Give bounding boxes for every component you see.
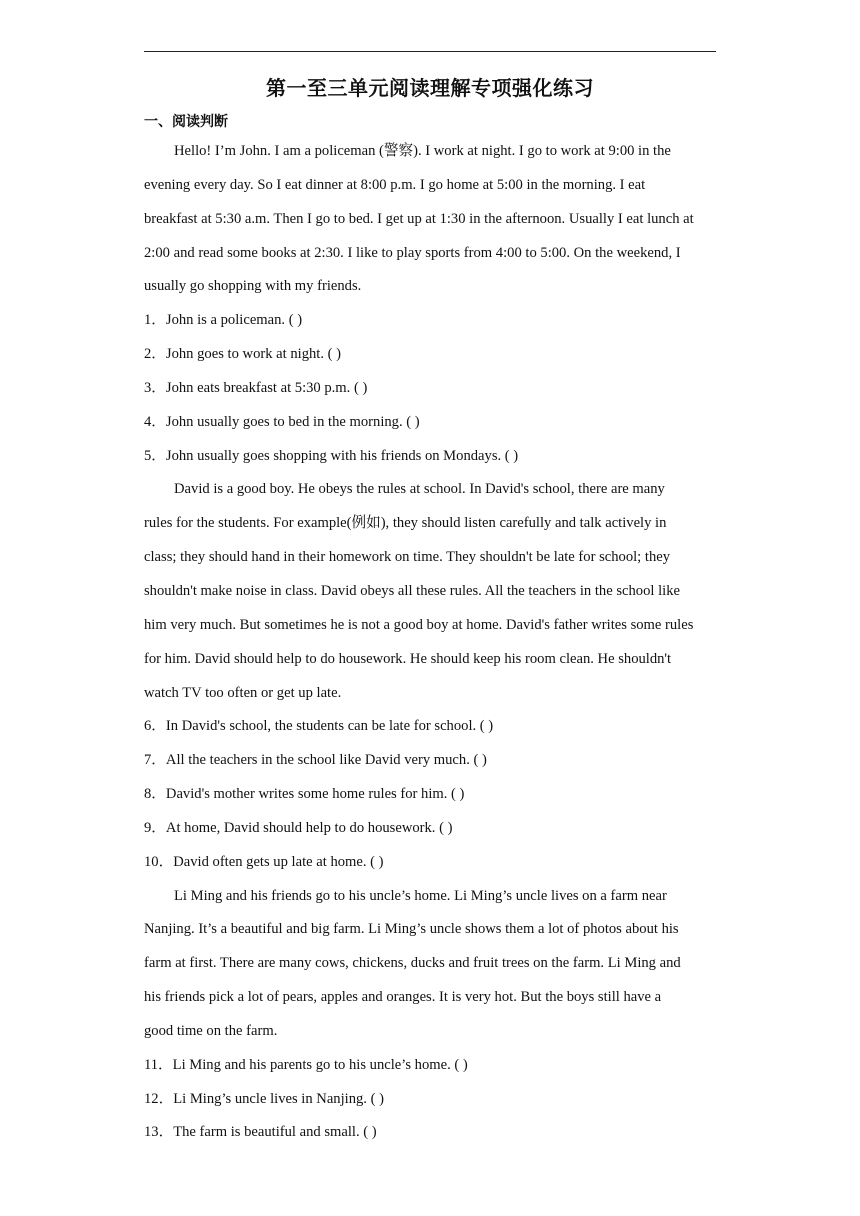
passage-line: class; they should hand in their homework on time. They shouldn't be late for school; they [144, 549, 671, 566]
question-item [144, 745, 716, 779]
passage-line: him very much. But sometimes he is not a good boy at home. David's father writes some rules [144, 616, 694, 633]
question-text: John goes to work at night. ( ) [165, 346, 342, 363]
passage-line: for him. David should help to do housework. He should keep his room clean. He shouldn't [144, 650, 672, 667]
question-text: John eats breakfast at 5:30 p.m. ( ) [165, 379, 368, 396]
question-number: 2． [144, 346, 166, 363]
passage-line: 2:00 and read some books at 2:30. I like to play sports from 4:00 to 5:00. On the weekend, I [144, 244, 681, 261]
question-list-2 [144, 711, 716, 880]
question-number: 6． [144, 718, 166, 735]
header-rule [144, 51, 716, 52]
passage-line: good time on the farm. [144, 1022, 278, 1039]
question-item [144, 847, 716, 881]
passage-line: shouldn't make noise in class. David obeys all these rules. All the teachers in the school like [144, 582, 680, 599]
passage-2 [144, 474, 716, 711]
passage-1 [144, 136, 716, 305]
question-number: 5． [144, 447, 166, 464]
question-number: 9． [144, 819, 166, 836]
question-text: John usually goes shopping with his friends on Mondays. ( ) [165, 447, 519, 464]
question-list-3 [144, 1050, 716, 1152]
question-text: All the teachers in the school like David very much. ( ) [165, 752, 487, 769]
question-item [144, 1117, 716, 1151]
question-number: 7． [144, 752, 166, 769]
question-list-1 [144, 305, 716, 474]
question-text: The farm is beautiful and small. ( ) [173, 1124, 377, 1141]
question-text: David often gets up late at home. ( ) [173, 853, 384, 870]
question-number: 13． [144, 1124, 174, 1141]
question-number: 3． [144, 379, 166, 396]
passage-line: David is a good boy. He obeys the rules at school. In David's school, there are many [174, 481, 665, 498]
question-item [144, 711, 716, 745]
question-item [144, 813, 716, 847]
question-item [144, 305, 716, 339]
passage-line: usually go shopping with my friends. [144, 278, 362, 295]
question-number: 10． [144, 853, 174, 870]
question-item [144, 373, 716, 407]
question-number: 4． [144, 413, 166, 430]
question-item [144, 339, 716, 373]
question-text: Li Ming and his parents go to his uncle’s home. ( ) [172, 1056, 468, 1073]
passage-line: Hello! I’m John. I am a policeman (警察). I work at night. I go to work at 9:00 in the [174, 143, 671, 159]
question-text: Li Ming’s uncle lives in Nanjing. ( ) [173, 1090, 384, 1107]
question-number: 11． [144, 1056, 173, 1073]
passage-line: rules for the students. For example(例如), they should listen carefully and talk actively in [144, 515, 667, 532]
question-item [144, 779, 716, 813]
passage-line: Li Ming and his friends go to his uncle’s home. Li Ming’s uncle lives on a farm near [174, 887, 667, 904]
question-item [144, 1084, 716, 1118]
passage-line: Nanjing. It’s a beautiful and big farm. Li Ming’s uncle shows them a lot of photos about his [144, 921, 679, 938]
passage-line: watch TV too often or get up late. [144, 684, 342, 701]
question-text: John usually goes to bed in the morning. ( ) [165, 413, 420, 430]
question-item [144, 1050, 716, 1084]
question-text: David's mother writes some home rules for him. ( ) [165, 786, 465, 803]
passage-line: his friends pick a lot of pears, apples and oranges. It is very hot. But the boys still have a [144, 989, 662, 1006]
passage-line: evening every day. So I eat dinner at 8:00 p.m. I go home at 5:00 in the morning. I eat [144, 176, 646, 193]
question-item [144, 407, 716, 441]
passage-3 [144, 881, 716, 1050]
section-heading: 一、阅读判断 [144, 114, 228, 130]
question-text: In David's school, the students can be late for school. ( ) [165, 718, 494, 735]
document-title: 第一至三单元阅读理解专项强化练习 [266, 76, 594, 100]
passage-line: breakfast at 5:30 a.m. Then I go to bed. I get up at 1:30 in the afternoon. Usually I eat lunch at [144, 210, 694, 227]
document-content [144, 136, 716, 1151]
passage-line: farm at first. There are many cows, chickens, ducks and fruit trees on the farm. Li Ming and [144, 955, 681, 972]
question-number: 8． [144, 786, 166, 803]
question-number: 12． [144, 1090, 174, 1107]
question-number: 1． [144, 312, 166, 329]
question-item [144, 441, 716, 475]
question-text: John is a policeman. ( ) [165, 312, 303, 329]
question-text: At home, David should help to do housework. ( ) [165, 819, 453, 836]
